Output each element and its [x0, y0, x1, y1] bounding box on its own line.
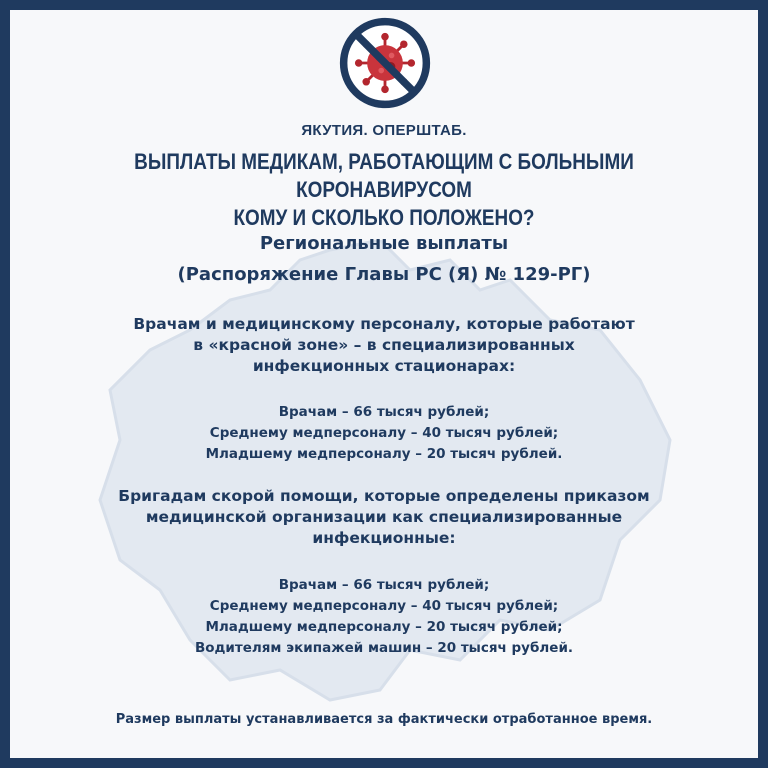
payment-item: Среднему медперсоналу – 40 тысяч рублей;: [209, 598, 559, 614]
content-layer: [10, 10, 758, 758]
payment-item: Водителям экипажей машин – 20 тысяч рублей.: [194, 640, 574, 656]
section-1-title: [10, 314, 758, 377]
section-1-payments: [10, 402, 758, 465]
payment-item: Младшему медперсоналу – 20 тысяч рублей;: [205, 619, 563, 635]
headline-line-1: ВЫПЛАТЫ МЕДИКАМ, РАБОТАЮЩИМ С БОЛЬНЫМИ КОРОНАВИРУСОМ: [134, 149, 634, 202]
section-2-title-line: инфекционные:: [312, 529, 456, 547]
payment-item: Младшему медперсоналу – 20 тысяч рублей.: [205, 446, 563, 462]
footer-note: Размер выплаты устанавливается за фактически отработанное время.: [115, 712, 653, 727]
section-2-title-line: Бригадам скорой помощи, которые определены приказом: [118, 487, 650, 505]
section-2-title-line: медицинской организации как специализированные: [145, 508, 623, 526]
section-1-title-line: Врачам и медицинскому персоналу, которые работают: [133, 315, 635, 333]
payment-item: Врачам – 66 тысяч рублей;: [278, 577, 490, 593]
subtitle-line-1: Региональные выплаты: [259, 233, 509, 254]
subtitle-line-2: (Распоряжение Главы РС (Я) № 129-РГ): [177, 264, 591, 285]
section-1-title-line: инфекционных стационарах:: [252, 357, 516, 375]
subtitle: [10, 228, 758, 290]
source-kicker: ЯКУТИЯ. ОПЕРШТАБ.: [301, 122, 467, 139]
section-2-title: [10, 486, 758, 549]
payment-item: Врачам – 66 тысяч рублей;: [278, 404, 490, 420]
headline: [62, 148, 705, 232]
section-1-title-line: в «красной зоне» – в специализированных: [193, 336, 575, 354]
section-2-payments: [10, 575, 758, 659]
no-coronavirus-icon: [338, 16, 432, 110]
infographic-card: [10, 10, 758, 758]
headline-line-2: КОМУ И СКОЛЬКО ПОЛОЖЕНО?: [233, 205, 535, 230]
payment-item: Среднему медперсоналу – 40 тысяч рублей;: [209, 425, 559, 441]
